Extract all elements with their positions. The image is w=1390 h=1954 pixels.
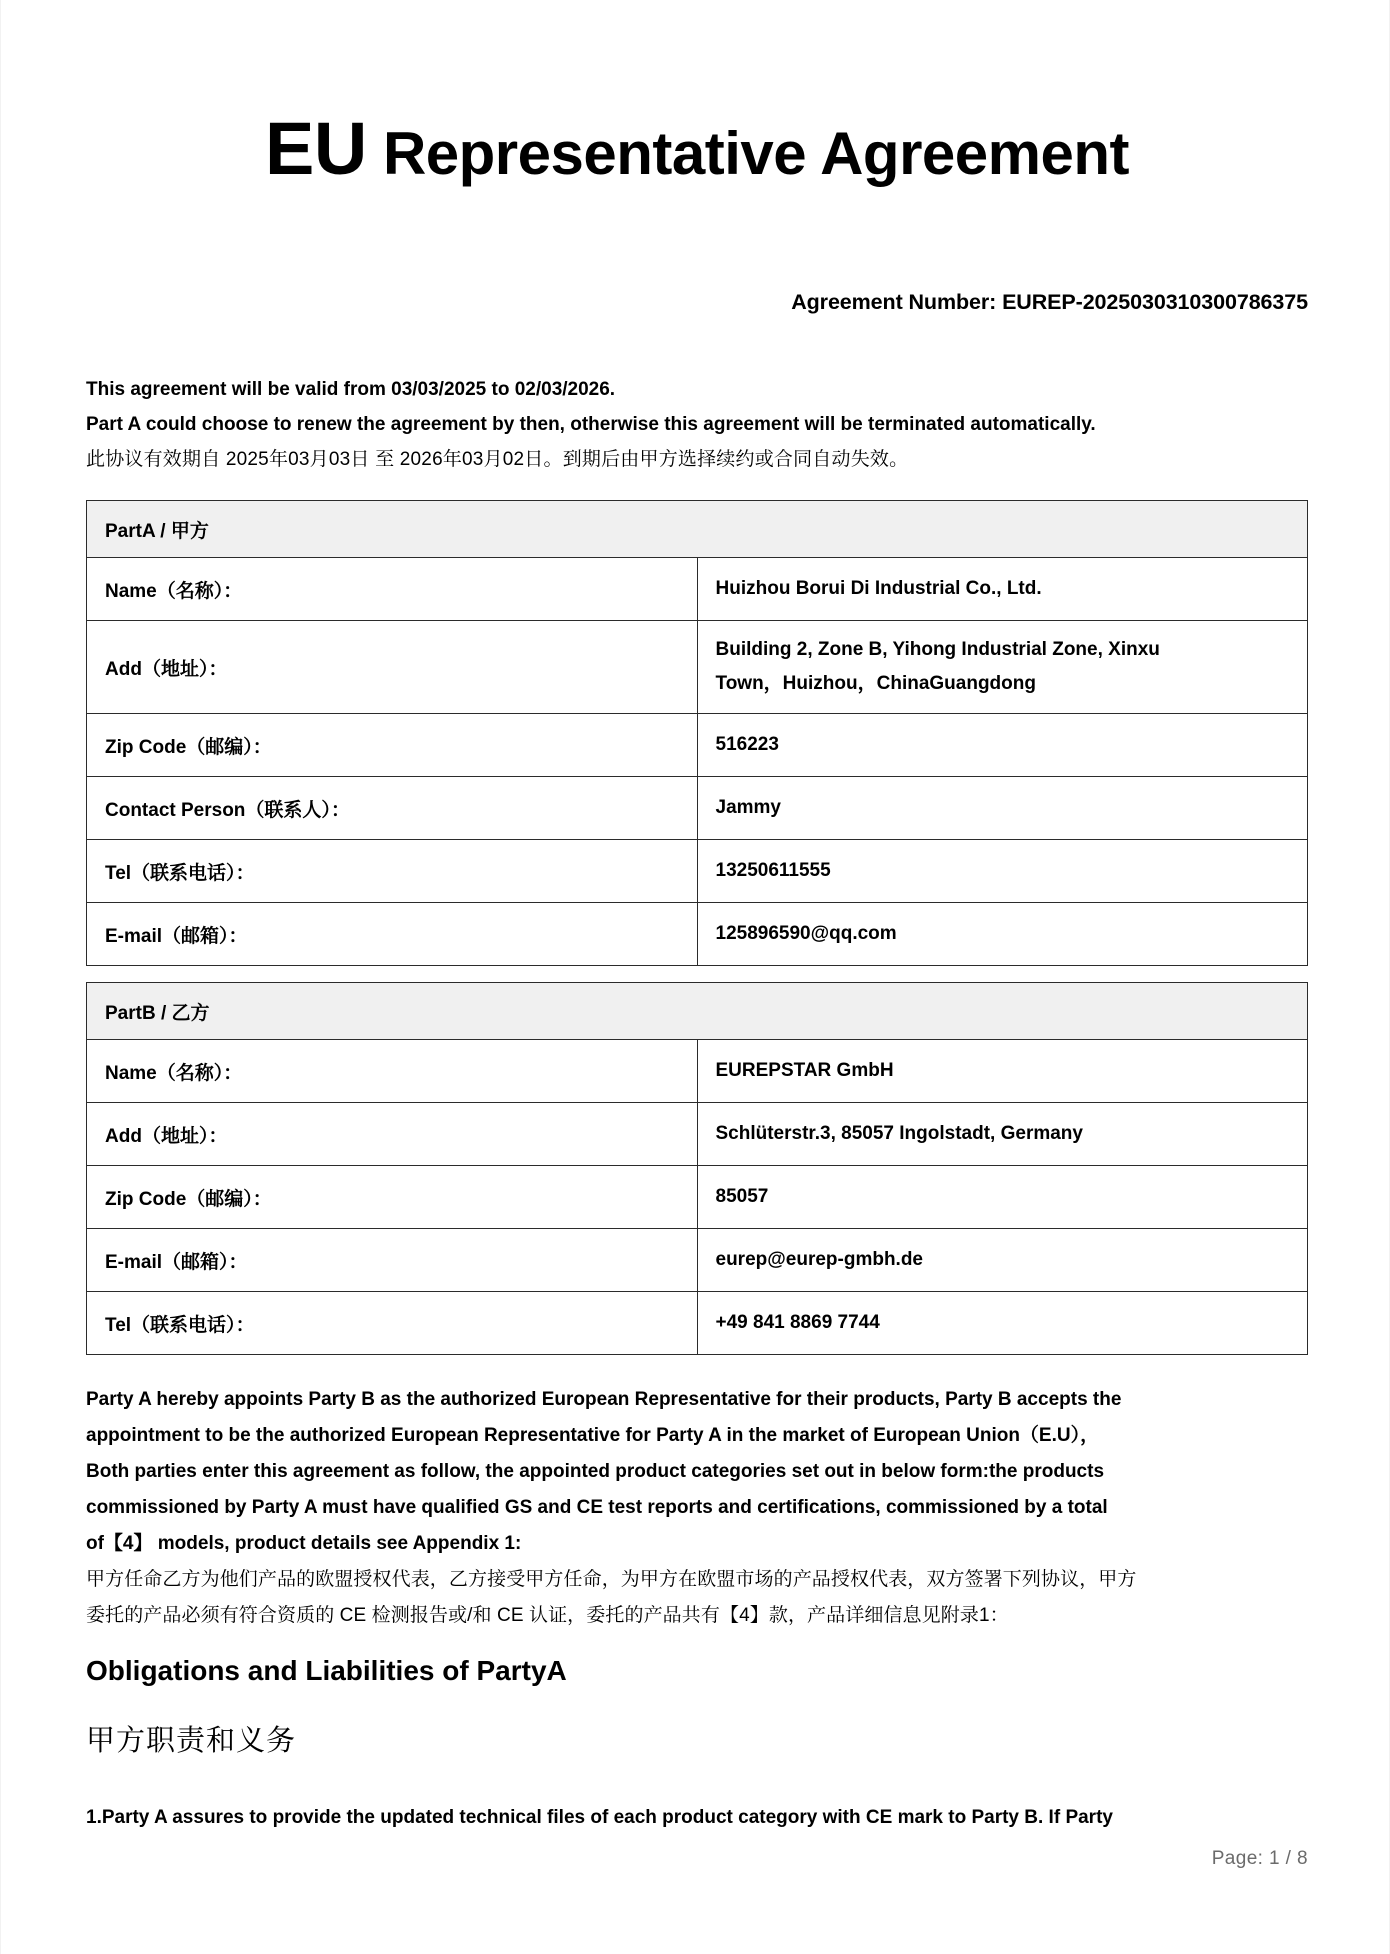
intro-line-cn-2: 委托的产品必须有符合资质的 CE 检测报告或/和 CE 认证，委托的产品共有【4】款，产品详细信息见附录1：	[86, 1605, 1009, 1626]
row-label-cn: （地址）	[141, 658, 209, 680]
row-label-sep: ：	[228, 1251, 248, 1273]
row-value: Jammy	[697, 777, 1308, 840]
row-label-en: Name	[105, 1062, 157, 1084]
row-value: 516223	[697, 714, 1308, 777]
validity-block	[86, 372, 1308, 477]
row-label-en: Add	[105, 1125, 142, 1147]
party-a-table-body	[87, 501, 1308, 966]
row-label-en: E-mail	[105, 1251, 163, 1273]
row-label-cn: （邮编）	[186, 736, 253, 758]
table-row	[87, 621, 1308, 714]
page-title-lead: EU	[264, 107, 367, 190]
intro-line-en-5: of【4】 models, product details see Appendix 1:	[86, 1533, 522, 1554]
row-label-cn: （地址）	[141, 1125, 209, 1147]
party-b-section-label: PartB / 乙方	[87, 983, 1308, 1040]
row-label-sep: ：	[223, 1062, 243, 1084]
row-label-sep: ：	[208, 658, 228, 680]
row-label	[87, 621, 698, 714]
row-value: 13250611555	[697, 840, 1308, 903]
row-label	[87, 558, 698, 621]
table-row	[87, 777, 1308, 840]
row-label-sep: ：	[235, 1314, 255, 1336]
row-value-line-2: Town，Huizhou，ChinaGuangdong	[715, 673, 1036, 694]
party-b-table-body	[87, 983, 1308, 1355]
obligations-clause-1	[86, 1800, 1308, 1836]
row-value: +49 841 8869 7744	[697, 1292, 1308, 1355]
row-label	[87, 777, 698, 840]
page-footer: Page: 1 / 8	[1211, 1848, 1308, 1869]
row-value: EUREPSTAR GmbH	[697, 1040, 1308, 1103]
row-label-sep: ：	[252, 1188, 272, 1210]
row-label	[87, 1103, 698, 1166]
row-label-cn: （联系电话）	[131, 1314, 236, 1336]
table-row	[87, 714, 1308, 777]
table-row	[87, 1166, 1308, 1229]
row-label-sep: ：	[223, 580, 243, 602]
row-label-cn: （名称）	[156, 1062, 224, 1084]
table-row	[87, 558, 1308, 621]
row-value: eurep@eurep-gmbh.de	[697, 1229, 1308, 1292]
intro-line-en-2: appointment to be the authorized European Representative for Party A in the market of European Union（E.U），	[86, 1425, 1100, 1446]
row-label-sep: ：	[252, 736, 272, 758]
validity-line-en-1: This agreement will be valid from 03/03/2025 to 02/03/2026.	[86, 379, 616, 400]
row-label	[87, 1166, 698, 1229]
page-title	[86, 107, 1308, 190]
party-a-section-header	[87, 501, 1308, 558]
table-row	[87, 903, 1308, 966]
table-row	[87, 840, 1308, 903]
table-row	[87, 1040, 1308, 1103]
row-label-cn: （邮箱）	[162, 925, 229, 947]
row-label-en: Tel	[105, 862, 132, 884]
section-heading-obligations-cn: 甲方职责和义务	[86, 1725, 297, 1757]
row-label-cn: （邮编）	[186, 1188, 253, 1210]
row-label-cn: （邮箱）	[162, 1251, 229, 1273]
row-label	[87, 903, 698, 966]
validity-line-cn: 此协议有效期自 2025年03月03日 至 2026年03月02日。到期后由甲方选择续约或合同自动失效。	[86, 449, 909, 470]
row-label	[87, 840, 698, 903]
row-label-cn: （名称）	[156, 580, 224, 602]
row-label	[87, 1229, 698, 1292]
row-value: 125896590@qq.com	[697, 903, 1308, 966]
clause-1-line-1: 1.Party A assures to provide the updated technical files of each product category with CE mark to Party B. If Party	[86, 1807, 1113, 1828]
party-a-section-label: PartA / 甲方	[87, 501, 1308, 558]
row-label-sep: ：	[235, 862, 255, 884]
intro-line-en-1: Party A hereby appoints Party B as the authorized European Representative for their products, Party B accepts the	[86, 1389, 1122, 1410]
row-label-en: Zip Code	[105, 736, 187, 758]
row-value	[697, 621, 1308, 714]
row-label-en: E-mail	[105, 925, 163, 947]
agreement-number: Agreement Number: EUREP-2025030310300786375	[791, 290, 1308, 314]
row-label-en: Zip Code	[105, 1188, 187, 1210]
table-row	[87, 1292, 1308, 1355]
table-row	[87, 1229, 1308, 1292]
row-label-en: Name	[105, 580, 157, 602]
intro-paragraph	[86, 1382, 1308, 1634]
row-value-line-1: Building 2, Zone B, Yihong Industrial Zone, Xinxu	[715, 639, 1160, 660]
row-value: Schlüterstr.3, 85057 Ingolstadt, Germany	[697, 1103, 1308, 1166]
page-title-rest: Representative Agreement	[366, 120, 1130, 187]
row-label-cn: （联系电话）	[131, 862, 236, 884]
row-label-en: Tel	[105, 1314, 132, 1336]
party-a-table	[86, 500, 1308, 966]
row-value: Huizhou Borui Di Industrial Co., Ltd.	[697, 558, 1308, 621]
validity-line-en-2: Part A could choose to renew the agreement by then, otherwise this agreement will be terminated automatically.	[86, 414, 1096, 435]
row-value: 85057	[697, 1166, 1308, 1229]
row-label-sep: ：	[228, 925, 248, 947]
row-label-cn: （联系人）	[245, 799, 331, 821]
row-label	[87, 1040, 698, 1103]
party-b-section-header	[87, 983, 1308, 1040]
section-heading-obligations: Obligations and Liabilities of PartyA	[86, 1655, 567, 1686]
row-label-en: Contact Person	[105, 799, 246, 821]
row-label	[87, 714, 698, 777]
party-b-table	[86, 982, 1308, 1355]
intro-line-cn-1: 甲方任命乙方为他们产品的欧盟授权代表，乙方接受甲方任命，为甲方在欧盟市场的产品授权代表，双方签署下列协议，甲方	[86, 1569, 1137, 1590]
row-label-sep: ：	[208, 1125, 228, 1147]
intro-line-en-4: commissioned by Party A must have qualified GS and CE test reports and certifications, commissioned by a total	[86, 1497, 1108, 1518]
intro-line-en-3: Both parties enter this agreement as follow, the appointed product categories set out in below form:the products	[86, 1461, 1105, 1482]
row-label-en: Add	[105, 658, 142, 680]
table-row	[87, 1103, 1308, 1166]
row-label-sep: ：	[330, 799, 350, 821]
row-label	[87, 1292, 698, 1355]
